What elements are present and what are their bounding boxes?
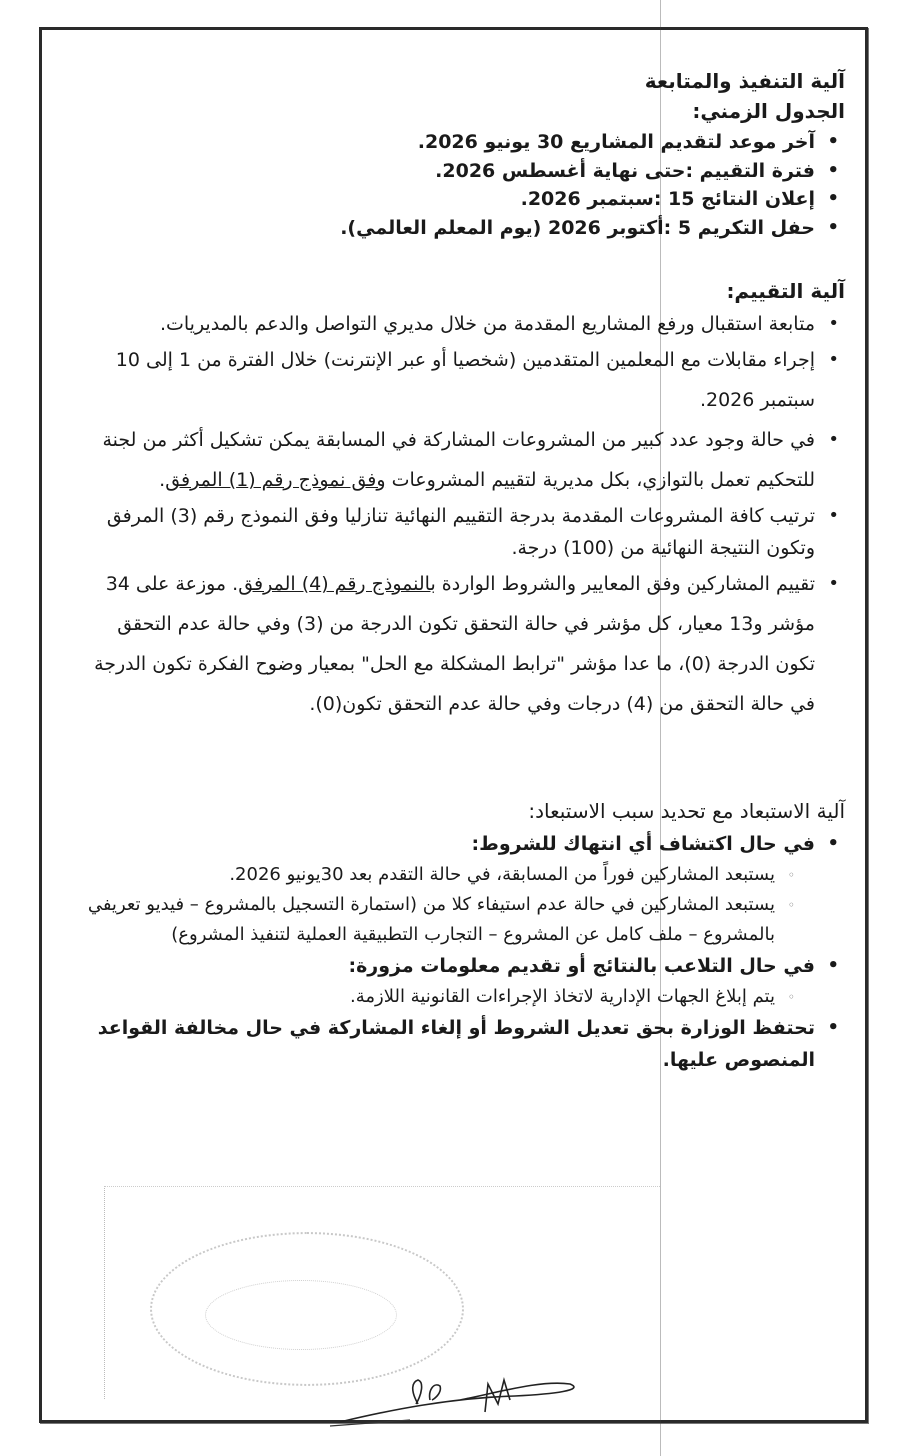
evaluation-item-text: في حالة وجود عدد كبير من المشروعات المشاركة في المسابقة يمكن تشكيل أكثر من لجنة للتحكيم تعمل بالتوازي، بكل مديرية لتقييم المشروعات xyxy=(102,429,815,491)
evaluation-item-text: ترتيب كافة المشروعات المقدمة بدرجة التقييم النهائية تنازليا وفق النموذج رقم (3) المرفق وتكون النتيجة النهائية من (100) درجة. xyxy=(106,505,815,559)
exclusion-subitem: ◦ يتم إبلاغ الجهات الإدارية لاتخاذ الإجراءات القانونية اللازمة. xyxy=(85,982,797,1012)
form-reference-link: بالنموذج رقم (4) المرفق xyxy=(238,573,436,595)
evaluation-heading: آلية التقييم: xyxy=(726,279,845,303)
exclusion-item-text: في حال التلاعب بالنتائج أو تقديم معلومات مزورة: xyxy=(348,955,815,977)
evaluation-item-suffix: . موزعة على 34 مؤشر و13 معيار، كل مؤشر في حالة التحقق تكون الدرجة من (3) وفي حالة عدم التحقق تكون الدرجة (0)، ما عدا مؤشر "ترابط المشكلة مع الحل" بمعيار وضوح الفكرة تكون الدرجة في حالة التحقق من (4) درجات وفي حالة عدم التحقق تكون(0). xyxy=(94,573,815,715)
exclusion-subitem: ◦ يستبعد المشاركين فوراً من المسابقة، في حالة التقدم بعد 30يونيو 2026. xyxy=(85,860,797,890)
evaluation-section xyxy=(85,276,845,724)
timeline-list xyxy=(85,128,845,242)
evaluation-item-text: تقييم المشاركين وفق المعايير والشروط الواردة xyxy=(435,573,815,595)
evaluation-item xyxy=(85,340,845,420)
signature-icon xyxy=(300,1360,600,1430)
timeline-item: • حفل التكريم 5 :أكتوبر 2026 (يوم المعلم العالمي). xyxy=(85,214,845,243)
evaluation-item xyxy=(85,308,845,340)
evaluation-item-text: إجراء مقابلات مع المعلمين المتقدمين (شخصيا أو عبر الإنترنت) خلال الفترة من 1 إلى 10 سبتمبر 2026. xyxy=(115,349,815,411)
document-body xyxy=(85,66,845,1076)
evaluation-item xyxy=(85,564,845,724)
timeline-item: • إعلان النتائج 15 :سبتمبر 2026. xyxy=(85,185,845,214)
exclusion-list xyxy=(85,828,845,1076)
exclusion-sublist xyxy=(85,982,815,1012)
exclusion-item xyxy=(85,1012,845,1076)
page-title: آلية التنفيذ والمتابعة xyxy=(644,69,845,93)
timeline-heading: الجدول الزمني: xyxy=(692,99,845,123)
exclusion-subitem: ◦ يستبعد المشاركين في حالة عدم استيفاء كلا من (استمارة التسجيل بالمشروع – فيديو تعريفي بالمشروع – ملف كامل عن المشروع – التجارب التطبيقية العملية لتنفيذ المشروع) xyxy=(85,890,797,950)
evaluation-item-suffix: . xyxy=(159,469,166,491)
evaluation-list xyxy=(85,308,845,724)
evaluation-item xyxy=(85,420,845,500)
exclusion-item-text: تحتفظ الوزارة بحق تعديل الشروط أو إلغاء المشاركة في حال مخالفة القواعد المنصوص عليها. xyxy=(97,1017,815,1071)
evaluation-item xyxy=(85,500,845,564)
exclusion-item xyxy=(85,950,845,1012)
exclusion-item-text: في حال اكتشاف أي انتهاك للشروط: xyxy=(471,833,815,855)
timeline-item: • آخر موعد لتقديم المشاريع 30 يونيو 2026. xyxy=(85,128,845,157)
timeline-item: • فترة التقييم :حتى نهاية أغسطس 2026. xyxy=(85,157,845,186)
exclusion-heading: آلية الاستبعاد مع تحديد سبب الاستبعاد: xyxy=(528,799,845,823)
evaluation-item-text: متابعة استقبال ورفع المشاريع المقدمة من خلال مديري التواصل والدعم بالمديريات. xyxy=(159,313,815,335)
exclusion-sublist xyxy=(85,860,815,950)
stamp-inner-ring xyxy=(205,1280,397,1350)
form-reference-link: وفق نموذج رقم (1) المرفق xyxy=(165,469,386,491)
exclusion-item xyxy=(85,828,845,950)
exclusion-section xyxy=(85,796,845,1076)
